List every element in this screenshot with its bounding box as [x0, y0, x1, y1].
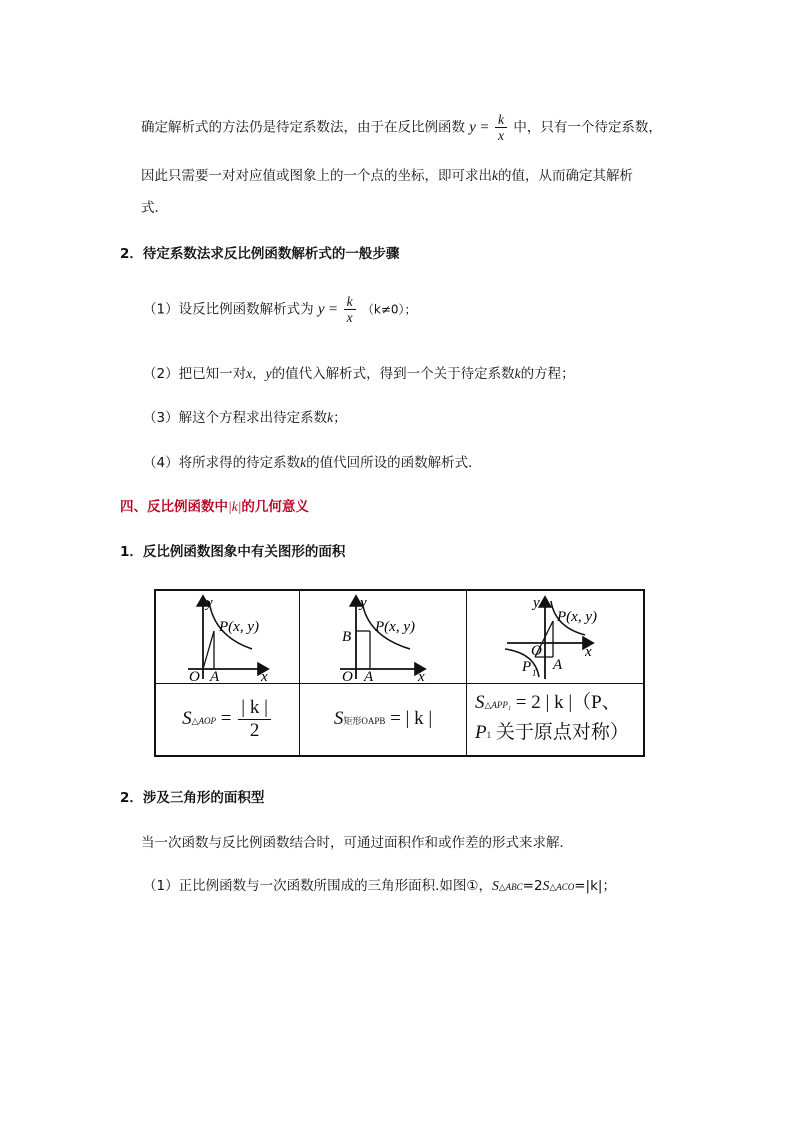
sub2-line2-pre: （1）正比例函数与一次函数所围成的三角形面积.如图①，	[143, 878, 492, 894]
para1-line1-pre: 确定解析式的方法仍是待定系数法，由于在反比例函数	[141, 119, 465, 136]
step2-c: 的值代入解析式，得到一个关于待定系数	[271, 366, 515, 382]
formula2-sub: 矩形OAPB	[343, 716, 386, 727]
graph2-cell	[300, 590, 467, 684]
step1-fraction	[344, 294, 356, 325]
step1-pre: （1）设反比例函数解析式为	[143, 301, 314, 318]
formula3-s: S	[475, 692, 485, 714]
graph2-x-label: x	[418, 669, 425, 683]
section4-heading-k: |k|	[228, 499, 242, 514]
step4-k: k	[300, 455, 307, 470]
step3-b: ；	[333, 410, 347, 426]
formula3-p: P	[475, 722, 487, 744]
formula3-line1	[475, 689, 643, 719]
para1-line2-pre: 因此只需要一对对应值或图象上的一个点的坐标，即可求出	[141, 168, 492, 184]
formula3-cell	[467, 684, 645, 756]
sub2-line2-s2: S	[542, 878, 550, 893]
para1-eq-y: y	[469, 119, 476, 136]
formula1-eq: =	[220, 707, 232, 729]
section4-heading	[120, 495, 309, 515]
step1-post: （k≠0）；	[361, 302, 417, 317]
step2-d: 的方程；	[520, 366, 575, 382]
sub2-line2-sub2: △ACO	[549, 882, 575, 892]
para1-line2-post: 的值，从而确定其解析	[498, 168, 633, 184]
graph3-p-label: P(x, y)	[557, 609, 597, 625]
sub2-heading: 2．涉及三角形的面积型	[120, 790, 265, 806]
step4-b: 的值代回所设的函数解析式．	[306, 455, 482, 471]
step3-a: （3）解这个方程求出待定系数	[143, 410, 328, 426]
sub2-line1: 当一次函数与反比例函数结合时，可通过面积作和或作差的形式来求解．	[141, 835, 573, 851]
section4-heading-pre: 四、反比例函数中	[120, 499, 228, 515]
sub2-line2-mid: =2	[522, 878, 543, 894]
para1-fraction-num: k	[495, 112, 507, 128]
graph1-p-label: P(x, y)	[219, 619, 259, 635]
formula3-line2	[475, 719, 643, 749]
formula1-s: S	[182, 707, 192, 729]
graph1-svg	[156, 591, 299, 683]
para1-fraction	[495, 112, 507, 143]
step1-fraction-num: k	[344, 294, 356, 310]
para1-line2	[141, 164, 633, 184]
graph1-cell	[155, 590, 300, 684]
step2-y: y	[265, 366, 272, 381]
formula1-sub: △AOP	[191, 715, 217, 726]
step2-b: ，	[252, 366, 266, 382]
graph3-p1-label: P	[522, 659, 532, 675]
formula1-fraction	[238, 697, 271, 742]
formula1-cell	[155, 684, 300, 756]
section2-heading: 2．待定系数法求反比例函数解析式的一般步骤	[120, 246, 400, 262]
graph1-a-label: A	[210, 669, 220, 683]
sub1-heading: 1．反比例函数图象中有关图形的面积	[120, 544, 346, 560]
formula1-den: 2	[249, 719, 260, 741]
graph1-o-label: O	[189, 669, 200, 683]
formula3-sub: △APP₁	[484, 700, 512, 711]
graph3-svg	[467, 591, 643, 683]
para1-line1	[141, 112, 662, 143]
para1-eq-eq: =	[480, 119, 489, 136]
graph3-a-label: A	[553, 657, 563, 673]
formula1	[182, 696, 273, 741]
formula3-rhs: = 2 | k |（P、	[515, 692, 621, 714]
step3-k: k	[327, 410, 334, 425]
sub2-line2-s1: S	[491, 878, 499, 893]
step4-a: （4）将所求得的待定系数	[143, 455, 301, 471]
graph3-cell	[467, 590, 645, 684]
sub2-line2-end: =|k|；	[574, 878, 616, 894]
sub2-line2-sub1: △ABC	[498, 882, 523, 892]
graph2-b-label: B	[342, 629, 352, 645]
formula2-cell	[300, 684, 467, 756]
step2-k: k	[514, 366, 521, 381]
step4	[143, 451, 482, 471]
section4-heading-post: 的几何意义	[241, 499, 309, 515]
step2-a: （2）把已知一对	[143, 366, 247, 382]
step1	[143, 294, 417, 325]
step1-fraction-den: x	[346, 310, 353, 325]
graph1-x-label: x	[261, 669, 268, 683]
step2-x: x	[246, 366, 253, 381]
formula1-num: | k |	[238, 697, 271, 720]
graph3-y-label: y	[533, 595, 540, 611]
graph2-o-label: O	[342, 669, 353, 683]
step1-y: y	[317, 301, 325, 318]
graph3-o-label: O	[531, 643, 542, 659]
graph2-p-label: P(x, y)	[375, 619, 415, 635]
formula2-s: S	[333, 708, 344, 730]
graph3-x-label: x	[585, 644, 592, 660]
formula3-p-sub: 1	[486, 730, 492, 741]
formula3-line2-text: 关于原点对称）	[491, 722, 629, 744]
formula2	[334, 708, 432, 729]
formula2-rhs: = | k |	[390, 708, 433, 730]
sub2-line2	[143, 874, 616, 894]
graph2-a-label: A	[364, 669, 374, 683]
para1-fraction-den: x	[498, 128, 505, 143]
para1-line3: 式．	[141, 200, 168, 216]
graph1-y-label: y	[206, 595, 213, 611]
para1-line2-k: k	[492, 168, 498, 183]
graph2-y-label: y	[360, 595, 367, 611]
area-figure-table	[154, 589, 645, 757]
graph3-p1-sub: 1	[532, 668, 537, 678]
step1-eq: =	[328, 301, 338, 318]
step3	[143, 406, 347, 426]
step2	[143, 362, 575, 382]
para1-line1-post: 中，只有一个待定系数，	[513, 119, 662, 136]
graph2-svg	[300, 591, 466, 683]
